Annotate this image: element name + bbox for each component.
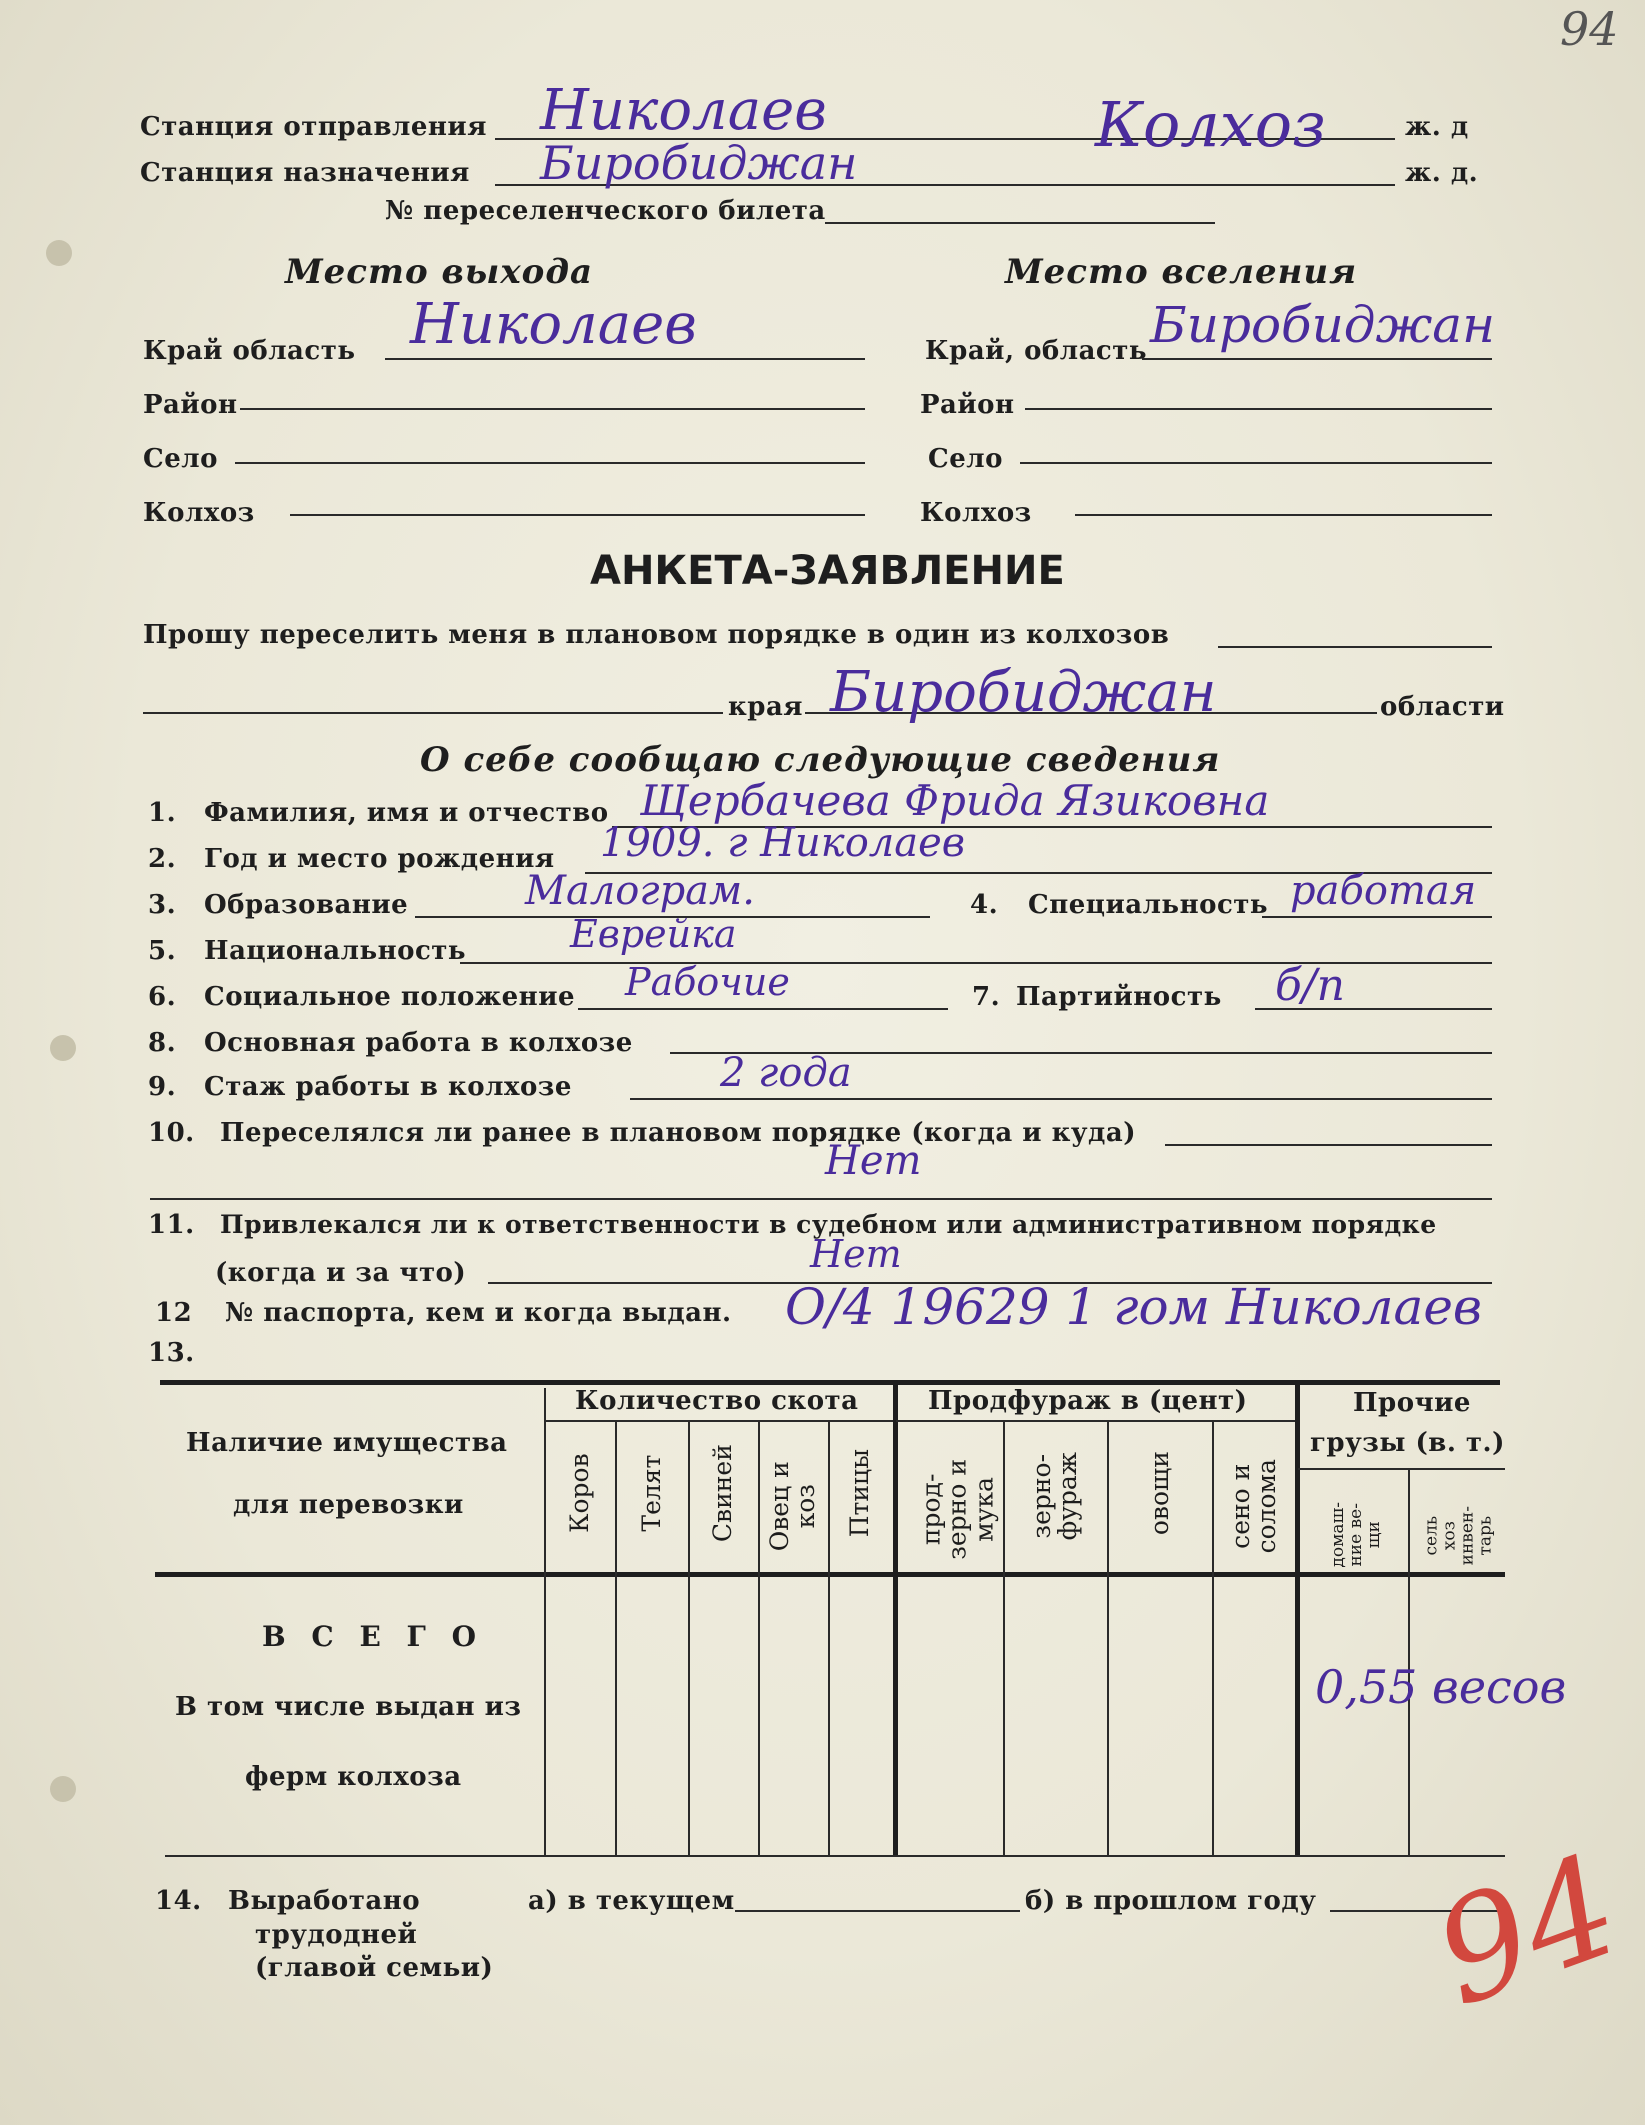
group-other-underline [1298, 1468, 1505, 1470]
col-farm-line-2: хоз [1439, 1521, 1460, 1551]
col-fodder-line-1: зерно- [1026, 1453, 1056, 1539]
item-9-line [630, 1098, 1492, 1100]
exit-district-label: Район [143, 390, 238, 420]
col-calves [636, 1433, 666, 1553]
col-household-line-3: щи [1363, 1521, 1384, 1549]
col-birds-text: Птицы [844, 1448, 874, 1538]
col-divider-6 [1107, 1422, 1109, 1855]
item-6-value: Рабочие [625, 960, 790, 1004]
col-hay [1225, 1436, 1281, 1576]
col-hay-line-2: солома [1252, 1459, 1281, 1554]
table-divider-livestock-fodder [893, 1382, 898, 1855]
item-10-number: 10. [148, 1118, 195, 1148]
col-sheep [764, 1446, 820, 1566]
col-household-line-2: ние ве- [1346, 1503, 1367, 1567]
punch-hole-bottom [50, 1776, 76, 1802]
group-fodder: Продфураж в (цент) [928, 1386, 1248, 1416]
exit-village-line [235, 462, 865, 464]
item-4-value: работая [1290, 868, 1477, 914]
settle-region-line [1142, 358, 1492, 360]
item-10-line-1 [1165, 1144, 1492, 1146]
col-household [1330, 1480, 1384, 1590]
oblasti-label: области [1380, 692, 1505, 722]
settle-village-label: Село [928, 444, 1003, 474]
item-11-number: 11. [148, 1210, 195, 1240]
col-divider-7 [1212, 1422, 1214, 1855]
table-bottom-border [165, 1855, 1505, 1857]
request-line-1 [1218, 646, 1492, 648]
settle-district-label: Район [920, 390, 1015, 420]
item-1-label: Фамилия, имя и отчество [204, 798, 609, 828]
col-farm-line-1: сель [1421, 1515, 1442, 1556]
exit-village-label: Село [143, 444, 218, 474]
item-5-label: Национальность [204, 936, 467, 966]
col-divider-4 [828, 1422, 830, 1855]
workdays-number: 14. [155, 1886, 202, 1916]
col-vegetables [1144, 1423, 1174, 1563]
group-other-2: грузы (в. т.) [1310, 1428, 1505, 1458]
table-other-value: 0,55 весов [1315, 1660, 1567, 1714]
punch-hole-top [46, 240, 72, 266]
red-stamp-number: 94 [1415, 1824, 1639, 2039]
col-pigs [707, 1433, 737, 1553]
item-4-label: Специальность [1028, 890, 1269, 920]
form-title: АНКЕТА-ЗАЯВЛЕНИЕ [590, 548, 1065, 594]
request-region-value: Биробиджан [830, 660, 1217, 725]
table-row-header-1: Наличие имущества [186, 1428, 508, 1458]
col-fodder [1026, 1426, 1082, 1566]
col-grain [916, 1439, 999, 1579]
col-divider-1 [615, 1422, 617, 1855]
col-divider-5 [1003, 1422, 1005, 1855]
table-including-1: В том числе выдан из [175, 1692, 522, 1722]
item-10-line-2 [150, 1198, 1492, 1200]
item-10-value: Нет [825, 1138, 922, 1184]
col-grain-line-2: зерно и [942, 1459, 972, 1560]
col-farm-line-4: тарь [1474, 1515, 1495, 1556]
item-3-value: Малограм. [525, 868, 755, 914]
item-2-label: Год и место рождения [204, 844, 555, 874]
request-text: Прошу переселить меня в плановом порядке в один из колхозов [143, 620, 1170, 650]
exit-region-value: Николаев [410, 292, 697, 357]
group-fodder-underline [896, 1420, 1295, 1422]
workdays-current-label: а) в текущем [528, 1886, 735, 1916]
table-total-label: В С Е Г О [262, 1620, 485, 1653]
workdays-label-2: трудодней [255, 1920, 418, 1950]
table-including-2: ферм колхоза [245, 1762, 462, 1792]
ticket-label: № переселенческого билета [385, 196, 826, 226]
table-header-bottom-border [155, 1572, 1505, 1577]
item-7-label: Партийность [1016, 982, 1222, 1012]
settle-region-label: Край, область [925, 336, 1148, 366]
item-7-number: 7. [972, 982, 1001, 1012]
col-cows-text: Коров [564, 1453, 594, 1533]
workdays-current-line [735, 1910, 1020, 1912]
settle-region-value: Биробиджан [1150, 296, 1496, 354]
item-4-number: 4. [970, 890, 999, 920]
col-grain-line-3: мука [969, 1477, 999, 1542]
col-farm-inventory [1423, 1481, 1494, 1591]
item-6-number: 6. [148, 982, 177, 1012]
departure-label: Станция отправления [140, 112, 487, 142]
col-fodder-line-2: фураж [1053, 1452, 1082, 1541]
departure-value: Николаев [540, 78, 827, 143]
item-9-number: 9. [148, 1072, 177, 1102]
destination-label: Станция назначения [140, 158, 470, 188]
request-line-2 [143, 712, 723, 714]
table-divider-main [544, 1388, 546, 1855]
col-household-line-1: домаш- [1328, 1501, 1349, 1568]
table-divider-fodder-other [1295, 1382, 1300, 1855]
group-livestock: Количество скота [575, 1386, 859, 1416]
item-11-label-b: (когда и за что) [215, 1258, 467, 1288]
table-row-header-2: для перевозки [233, 1490, 464, 1520]
item-9-value: 2 года [720, 1050, 852, 1096]
col-grain-line-1: прод- [916, 1473, 946, 1546]
item-12-number: 12 [155, 1298, 193, 1328]
rail-suffix-2: ж. д. [1405, 158, 1479, 188]
kraya-label: края [728, 692, 804, 722]
col-cows [564, 1433, 594, 1553]
item-8-number: 8. [148, 1028, 177, 1058]
group-other-1: Прочие [1353, 1388, 1471, 1418]
item-9-label: Стаж работы в колхозе [204, 1072, 572, 1102]
workdays-label-3: (главой семьи) [255, 1953, 494, 1983]
exit-kolkhoz-line [290, 514, 865, 516]
page-number: 94 [1560, 2, 1619, 56]
col-hay-line-1: сено и [1225, 1463, 1255, 1549]
item-13-number: 13. [148, 1338, 195, 1368]
workdays-past-label: б) в прошлом году [1025, 1886, 1317, 1916]
settle-kolkhoz-label: Колхоз [920, 498, 1032, 528]
item-12-value: O/4 19629 1 гом Николаев [785, 1278, 1483, 1336]
col-vegetables-text: овощи [1144, 1451, 1174, 1536]
col-divider-3 [758, 1422, 760, 1855]
col-birds [844, 1433, 874, 1553]
destination-value: Биробиджан [540, 136, 858, 190]
group-livestock-underline [546, 1420, 893, 1422]
settle-village-line [1020, 462, 1492, 464]
item-12-label: № паспорта, кем и когда выдан. [225, 1298, 732, 1328]
item-6-label: Социальное положение [204, 982, 576, 1012]
item-8-label: Основная работа в колхозе [204, 1028, 633, 1058]
item-1-number: 1. [148, 798, 177, 828]
settle-place-title: Место вселения [1005, 252, 1358, 292]
exit-place-title: Место выхода [285, 252, 594, 292]
col-divider-2 [688, 1422, 690, 1855]
item-2-value: 1909. г Николаев [600, 820, 966, 866]
item-7-value: б/п [1275, 960, 1346, 1011]
info-heading: О себе сообщаю следующие сведения [420, 740, 1221, 780]
col-sheep-line-2: коз [791, 1484, 820, 1529]
item-5-value: Еврейка [570, 912, 737, 956]
exit-district-line [240, 408, 865, 410]
item-3-number: 3. [148, 890, 177, 920]
item-6-line [578, 1008, 948, 1010]
ticket-line [825, 222, 1215, 224]
rail-suffix-1: ж. д [1405, 112, 1469, 142]
item-2-number: 2. [148, 844, 177, 874]
exit-kolkhoz-label: Колхоз [143, 498, 255, 528]
col-farm-line-3: инвен- [1457, 1506, 1477, 1566]
exit-region-label: Край область [143, 336, 356, 366]
workdays-label-1: Выработано [228, 1886, 421, 1916]
item-3-label: Образование [204, 890, 409, 920]
item-11-label-a: Привлекался ли к ответственности в судебном или административном порядке [220, 1210, 1437, 1239]
col-calves-text: Телят [636, 1454, 666, 1532]
colkhoz-word: Колхоз [1095, 88, 1326, 161]
item-4-line [1262, 916, 1492, 918]
item-1-value: Щербачева Фрида Язиковна [640, 776, 1270, 825]
item-11-value: Нет [810, 1232, 902, 1276]
item-10-label: Переселялся ли ранее в плановом порядке (когда и куда) [220, 1118, 1137, 1148]
col-sheep-line-1: Овец и [764, 1461, 794, 1552]
exit-region-line [385, 358, 865, 360]
settle-kolkhoz-line [1075, 514, 1492, 516]
col-pigs-text: Свиней [707, 1444, 737, 1543]
punch-hole-middle [50, 1035, 76, 1061]
settle-district-line [1025, 408, 1492, 410]
item-5-number: 5. [148, 936, 177, 966]
